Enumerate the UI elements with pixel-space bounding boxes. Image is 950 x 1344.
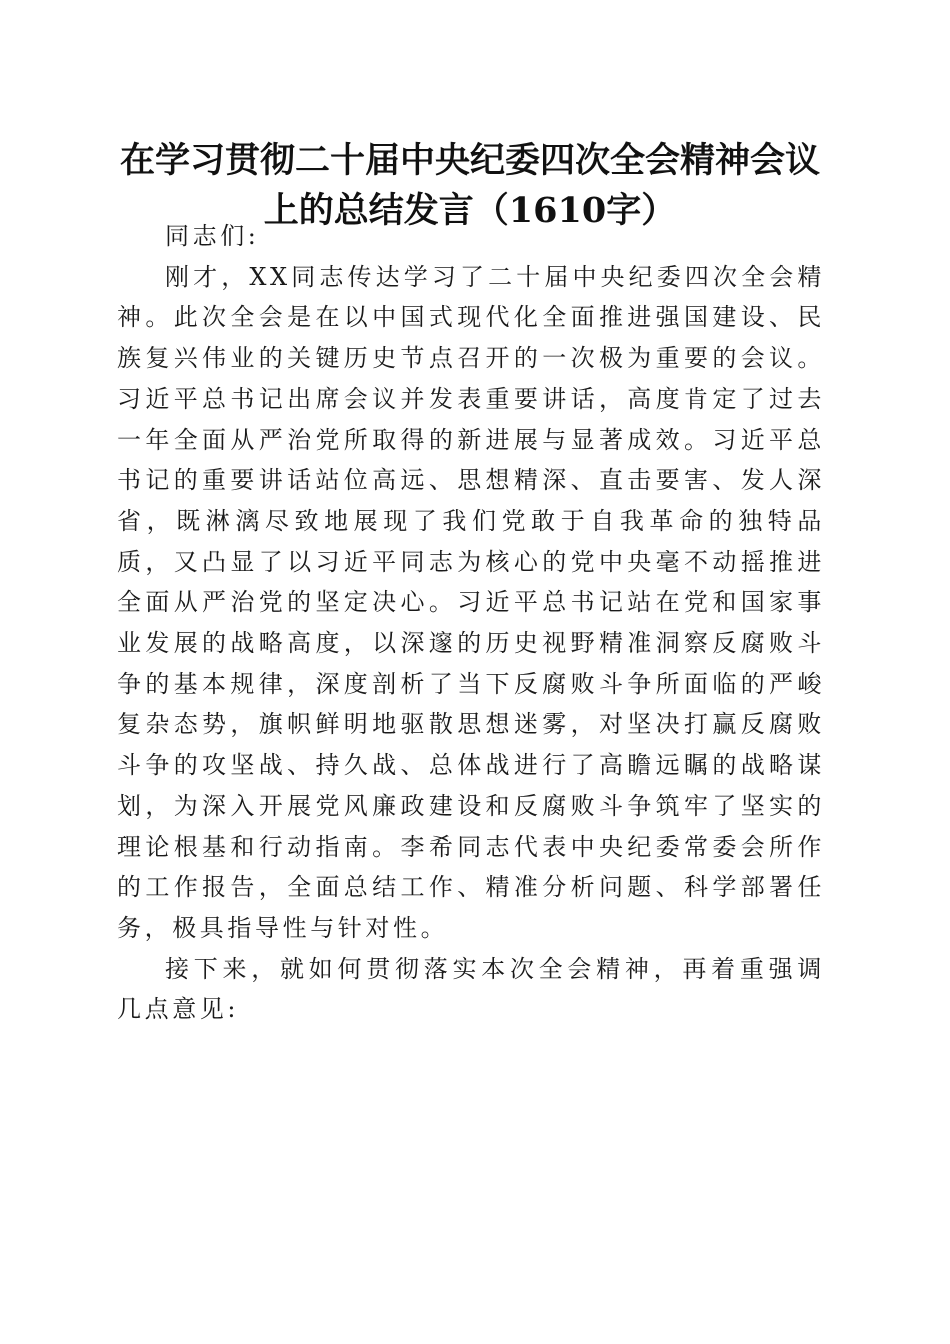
paragraph-2: 接下来，就如何贯彻落实本次全会精神，再着重强调几点意见: <box>117 954 825 1024</box>
paragraph-1: 刚才，XX同志传达学习了二十届中央纪委四次全会精神。此次全会是在以中国式现代化全面推进强国建设、民族复兴伟业的关键历史节点召开的一次极为重要的会议。习近平总书记出席会议并发表重要讲话，高度肯定了过去一年全面从严治党所取得的新进展与显著成效。习近平总书记的重要讲话站位高远、思想精深、直击要害、发人深省，既淋漓尽致地展现了我们党敢于自我革命的独特品质，又凸显了以习近平同志为核心的党中央毫不动摇推进全面从严治党的坚定决心。习近平总书记站在党和国家事业发展的战略高度，以深邃的历史视野精准洞察反腐败斗争的基本规律，深度剖析了当下反腐败斗争所面临的严峻复杂态势，旗帜鲜明地驱散思想迷雾，对坚决打赢反腐败斗争的攻坚战、持久战、总体战进行了高瞻远瞩的战略谋划，为深入开展党风廉政建设和反腐败斗争筑牢了坚实的理论根基和行动指南。李希同志代表中央纪委常委会所作的工作报告，全面总结工作、精准分析问题、科学部署任务，极具指导性与针对性。 <box>117 262 825 942</box>
salutation: 同志们: <box>165 222 260 250</box>
document-body <box>117 216 825 1030</box>
document-title: 在学习贯彻二十届中央纪委四次全会精神会议上的总结发言（1610字） <box>119 140 820 231</box>
